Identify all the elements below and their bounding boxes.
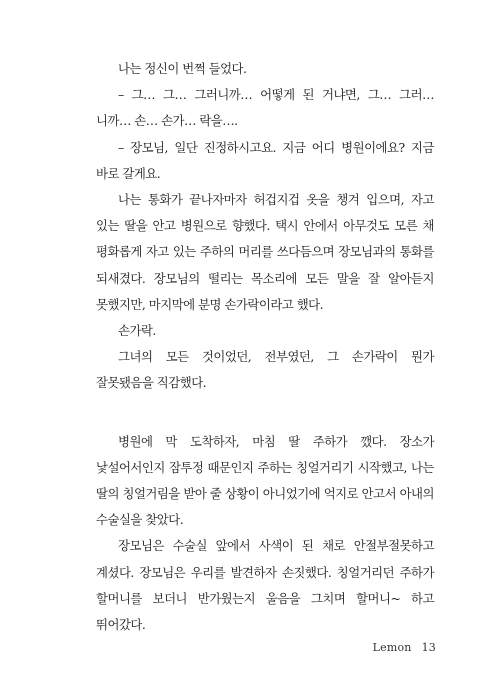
paragraph: – 장모님, 일단 진정하시고요. 지금 어디 병원이에요? 지금 바로 갈게요.	[96, 139, 434, 181]
page-footer	[373, 641, 436, 654]
paragraph: – 그… 그… 그러니까… 어떻게 된 거냐면, 그… 그러… 니까… 손… 손가… 락을….	[96, 87, 434, 129]
section-break	[96, 397, 434, 429]
paragraph: 장모님은 수술실 앞에서 사색이 된 채로 안절부절못하고 계셨다. 장모님은 우리를 발견하자 손짓했다. 칭얼거리던 주하가 할머니를 보더니 반가웠는지 울음을 그치며 할머니~ 하고 뛰어갔다.	[96, 538, 434, 633]
paragraph: 손가락.	[118, 323, 156, 339]
paragraph: 나는 정신이 번쩍 들었다.	[118, 61, 247, 76]
paragraph: 병원에 막 도착하자, 마침 딸 주하가 깼다. 장소가 낯설어서인지 잠투정 때문인지 주하는 칭얼거리기 시작했고, 나는 딸의 칭얼거림을 받아 줄 상황이 아니었기에 억지로 안고서 아내의 수술실을 찾았다.	[96, 433, 434, 528]
paragraph: 나는 통화가 끝나자마자 허겁지겁 옷을 챙겨 입으며, 자고 있는 딸을 안고 병원으로 향했다. 택시 안에서 아무것도 모른 채 평화롭게 자고 있는 주하의 머리를 쓰다듬으며 장모님과의 통화를 되새겼다. 장모님의 떨리는 목소리에 모든 말을 잘 알아듣지 못했지만, 마지막에 분명 손가락이라고 했다.	[96, 192, 434, 312]
running-title: Lemon	[372, 641, 412, 654]
page-number: 13	[421, 641, 436, 654]
body-text	[96, 56, 434, 638]
paragraph: 그녀의 모든 것이었던, 전부였던, 그 손가락이 뭔가 잘못됐음을 직감했다.	[96, 349, 434, 391]
